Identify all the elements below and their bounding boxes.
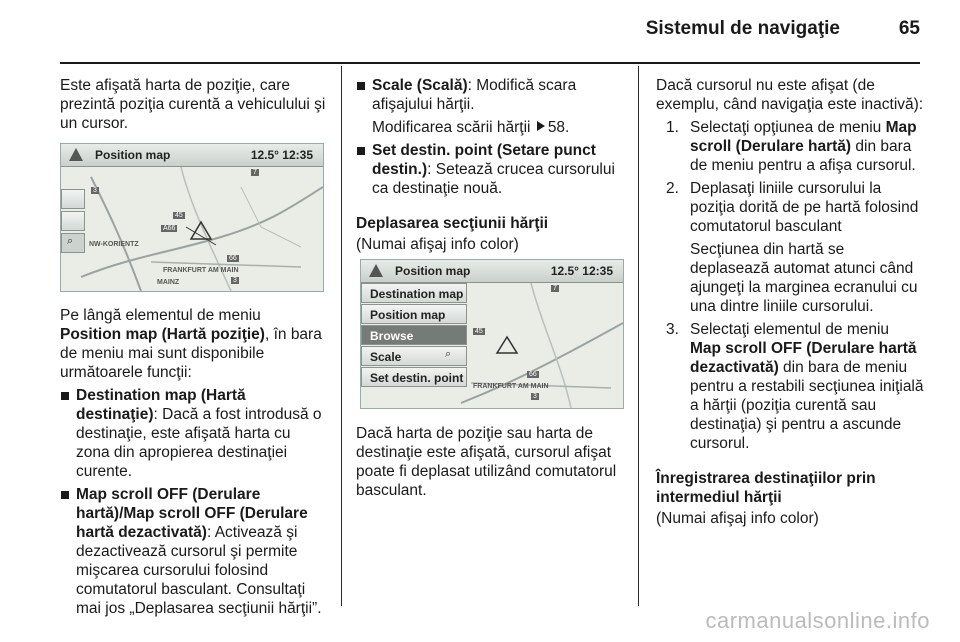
column-divider (638, 66, 639, 606)
menu-browse[interactable]: Browse (361, 325, 467, 345)
column-3 (656, 76, 924, 532)
navigation-logo-icon (369, 264, 383, 277)
column-divider (341, 66, 342, 606)
bullet-icon (357, 147, 365, 155)
map-label: 66 (229, 255, 237, 262)
screen-title-bar (61, 144, 323, 167)
menu-paragraph: Pe lângă elementul de meniu Position map (Hartă poziţie), în bara de meniu mai sunt disponibile următoarele funcţii: (60, 307, 322, 381)
map-label: 3 (533, 393, 537, 400)
map-label: NW-KORIENTZ (89, 241, 139, 248)
numbered-step: 3. Selectaţi elementul de meniu Map scroll OFF (Derulare hartă dezactivată) din bara de meniu pentru a restabili secţiunea iniţială a hărţii (poziţia curentă sau destinaţia) şi pentru a ascunde cursorul. (666, 321, 924, 452)
map-label: 45 (475, 328, 483, 335)
list-item: Destination map (Hartă destinaţie): Dacă a fost introdusă o destinaţie, este afişată harta cu zona din apropierea destinaţiei curente. (60, 386, 326, 481)
map-area (61, 167, 323, 291)
map-label: 7 (253, 169, 257, 176)
page-header (0, 0, 960, 60)
watermark: carmanualsonline.info (705, 608, 930, 633)
list-item: Set destin. point (Setare punct destin.): Setează crucea cursorului ca destinaţie nouă. (356, 141, 626, 198)
column-2 (356, 76, 626, 258)
screen-status: 12.5° 12:35 (550, 264, 613, 278)
screen-status: 12.5° 12:35 (250, 148, 313, 162)
map-label: 3 (233, 277, 237, 284)
bullet-icon (61, 392, 69, 400)
map-label: FRANKFURT AM MAIN (163, 267, 239, 274)
reference-arrow-icon (537, 121, 545, 131)
map-label: 45 (175, 212, 183, 219)
menu-destination-map[interactable]: Destination map (361, 283, 467, 303)
bullet-icon (61, 491, 69, 499)
page-title: Sistemul de navigaţie (645, 18, 840, 39)
map-label: FRANKFURT AM MAIN (473, 383, 549, 390)
menu-position-map[interactable]: Position map (361, 304, 467, 324)
position-map-screenshot (60, 143, 324, 292)
cross-reference: Modificarea scării hărţii 58. (372, 119, 570, 136)
map-label: A66 (163, 225, 176, 232)
zoom-icon: ⌕ (67, 235, 74, 247)
header-rule (60, 62, 920, 64)
column-1 (60, 76, 326, 137)
section-subtitle: (Numai afişaj info color) (656, 510, 819, 527)
intro-paragraph: Este afişată harta de poziţie, care prezintă poziţia curentă a vehiculului şi un cursor. (60, 77, 326, 132)
bullet-icon (357, 82, 365, 90)
map-label: 3 (93, 187, 97, 194)
screen-title: Position map (95, 148, 171, 162)
page-number: 65 (898, 18, 920, 39)
list-item: Scale (Scală): Modifică scara afişajului hărţii. (356, 76, 626, 114)
intro-paragraph: Dacă cursorul nu este afişat (de exemplu, când navigaţia este inactivă): (656, 77, 924, 113)
list-item: Map scroll OFF (Derulare hartă)/Map scroll OFF (Derulare hartă dezactivată): Activează şi dezactivează cursorul şi permite mişcarea cursorului folosind comutatorul basculant. Consultaţi mai jos „Deplasarea secţiunii hărţii”. (60, 485, 326, 618)
side-button (61, 211, 85, 231)
screen-title: Position map (395, 264, 471, 278)
column-2-lower (356, 424, 632, 504)
cursor-paragraph: Dacă harta de poziţie sau harta de destinaţie este afişată, cursorul afişat poate fi deplasat utilizând comutatorul basculant. (356, 425, 617, 499)
menu-scale[interactable]: Scale (361, 346, 467, 366)
column-1-lower (60, 306, 326, 622)
zoom-icon: ⌕ (445, 348, 452, 360)
numbered-step: 2. Deplasaţi liniile cursorului la poziţia dorită de pe hartă folosind comutatorul basculant (666, 180, 919, 235)
menu-set-destin-point[interactable]: Set destin. point (361, 367, 467, 387)
side-button (61, 189, 85, 209)
map-label: 66 (529, 371, 537, 378)
browse-menu-screenshot (360, 259, 624, 409)
section-subtitle: (Numai afişaj info color) (356, 236, 519, 253)
numbered-step: 1. Selectaţi opţiunea de meniu Map scroll (Derulare hartă) din bara de meniu pentru a afişa cursorul. (666, 119, 917, 174)
section-heading: Înregistrarea destinaţiilor prin intermediul hărţii (656, 470, 876, 506)
map-label: 7 (553, 285, 557, 292)
step-note: Secţiunea din hartă se deplasează automat atunci când ajungeţi la marginea ecranului cu una dintre liniile cursorului. (690, 241, 918, 315)
screen-title-bar (361, 260, 623, 283)
map-label: MAINZ (157, 279, 180, 286)
navigation-logo-icon (69, 148, 83, 161)
section-heading: Deplasarea secţiunii hărţii (356, 215, 549, 232)
